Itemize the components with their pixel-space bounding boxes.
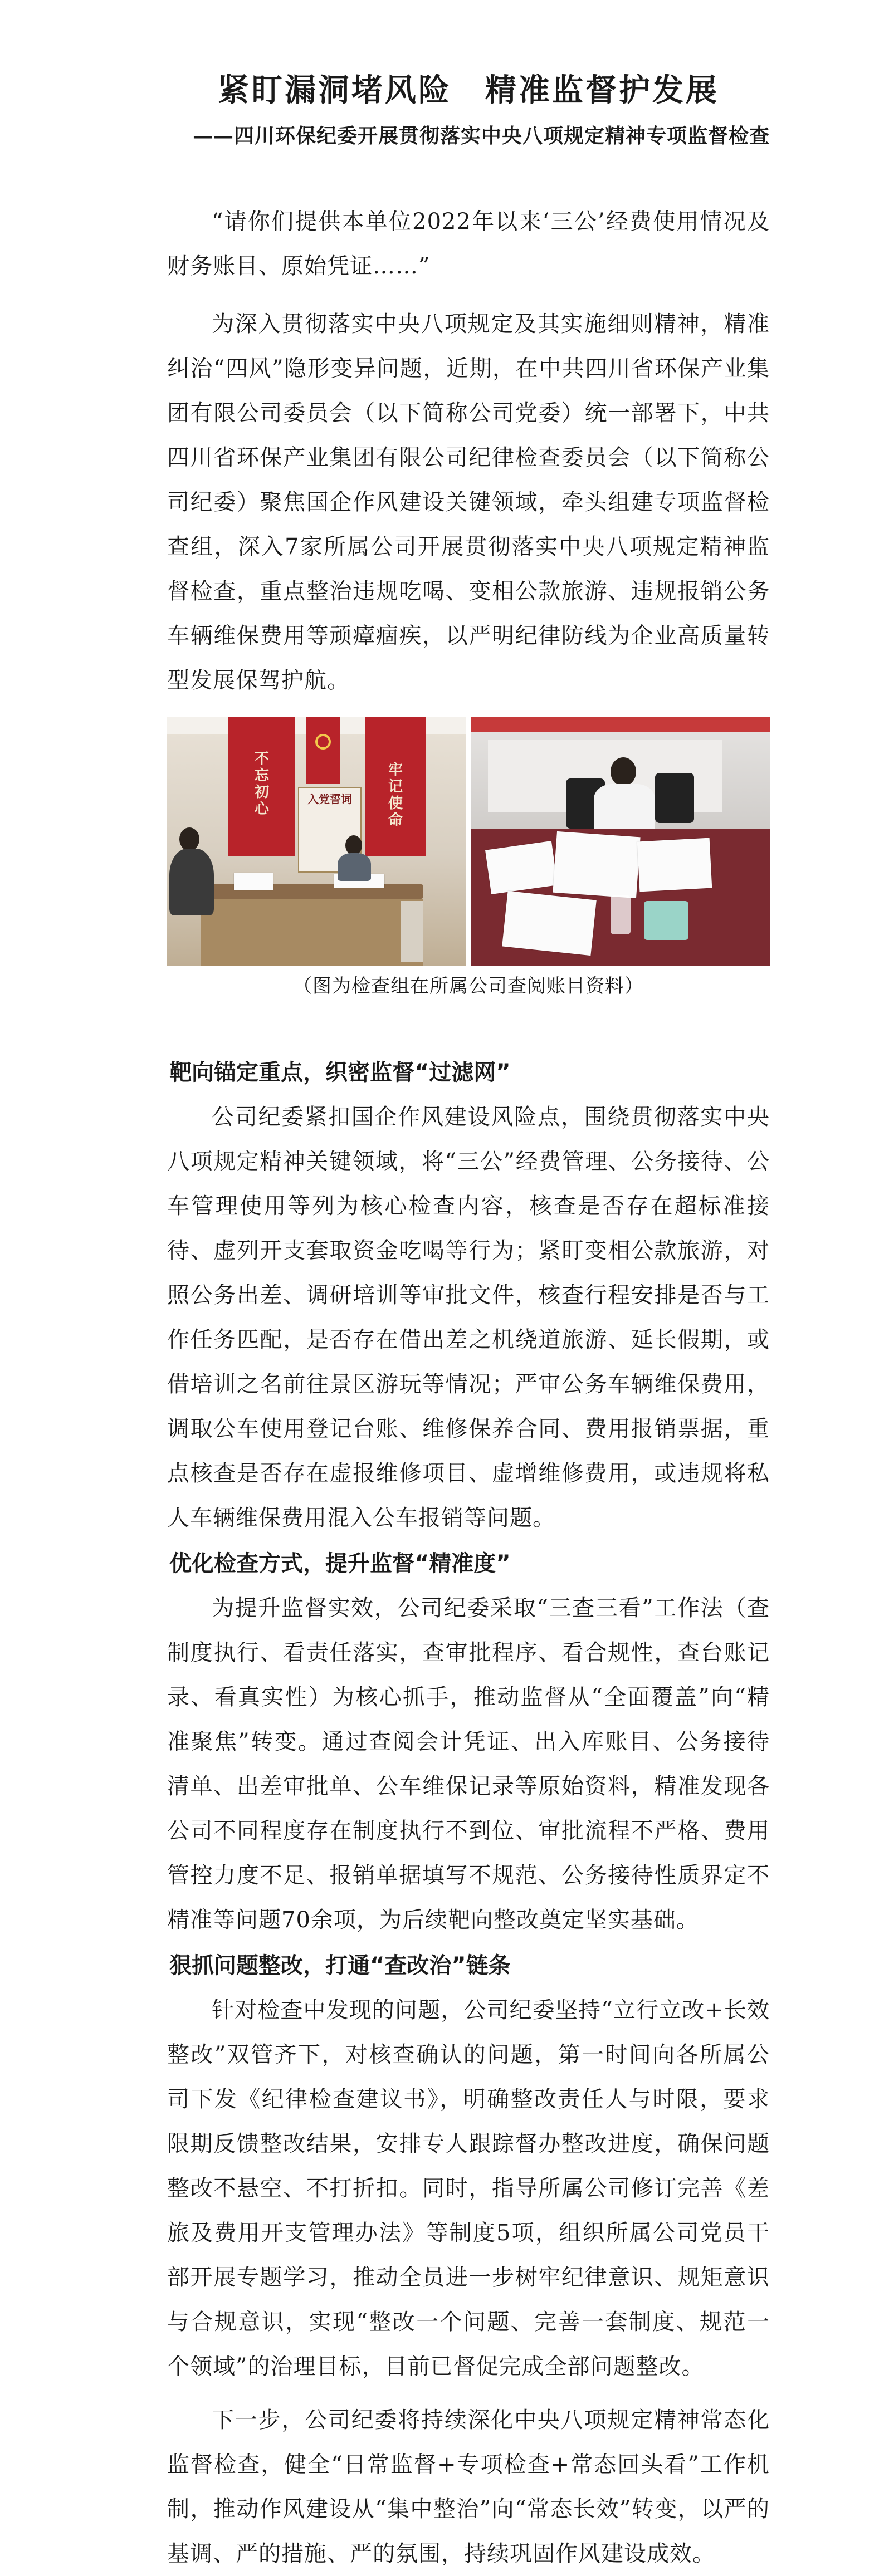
cup — [611, 895, 631, 934]
paper-sheet — [553, 831, 640, 898]
section2-body: 为提升监督实效，公司纪委采取“三查三看”工作法（查制度执行、看责任落实，查审批程序、看合规性，查台账记录、看真实性）为核心抓手，推动监督从“全面覆盖”向“精准聚焦”转变。通过查阅会计凭证、出入库账目、公务接待清单、出差审批单、公车维保记录等原始资料，精准发现各公司不同程度存在制度执行不到位、审批流程不严格、费用管控力度不足、报销单据填写不规范、公务接待性质界定不精准等问题70余项，为后续靶向整改奠定坚实基础。 — [167, 1595, 770, 1933]
title-left: 紧盯漏洞堵风险 — [218, 72, 452, 109]
inspector-figure — [594, 784, 655, 834]
document-stack — [234, 873, 273, 890]
intro-paragraph: 为深入贯彻落实中央八项规定及其实施细则精神，精准纠治“四风”隐形变异问题，近期，在中共四川省环保产业集团有限公司委员会（以下简称公司党委）统一部署下，中共四川省环保产业集团有限公司纪律检查委员会（以下简称公司纪委）聚焦国企作风建设关键领域，牵头组建专项监督检查组，深入7家所属公司开展贯彻落实中央八项规定精神监督检查，重点整治违规吃喝、变相公款旅游、违规报销公务车辆维保费用等顽瘴痼疾，以严明纪律防线为企业高质量转型发展保驾护航。 — [167, 311, 770, 693]
section3-body: 针对检查中发现的问题，公司纪委坚持“立行立改+长效整改”双管齐下，对核查确认的问题，第一时间向各所属公司下发《纪律检查建议书》，明确整改责任人与时限，要求限期反馈整改结果，安排专人跟踪督办整改进度，确保问题整改不悬空、不打折扣。同时，指导所属公司修订完善《差旅及费用开支管理办法》等制度5项，组织所属公司党员干部开展专题学习，推动全员进一步树牢纪律意识、规矩意识与合规意识，实现“整改一个问题、完善一套制度、规范一个领域”的治理目标，目前已督促完成全部问题整改。 — [167, 1997, 770, 2379]
opening-quote: “请你们提供本单位2022年以来‘三公’经费使用情况及财务账目、原始凭证……” — [167, 209, 770, 279]
section1-body: 公司纪委紧扣国企作风建设风险点，围绕贯彻落实中央八项规定精神关键领域，将“三公”经费管理、公务接待、公车管理使用等列为核心检查内容，核查是否存在超标准接待、虚列开支套取资金吃喝等行为；紧盯变相公款旅游，对照公务出差、调研培训等审批文件，核查行程安排是否与工作任务匹配，是否存在借出差之机绕道旅游、延长假期，或借培训之名前往景区游玩等情况；严审公务车辆维保费用，调取公车使用登记台账、维修保养合同、费用报销票据，重点核查是否存在虚报维修项目、虚增维修费用，或违规将私人车辆维保费用混入公车报销等问题。 — [167, 1104, 770, 1531]
oath-sign: 入党誓词 — [298, 787, 362, 873]
article-title — [167, 0, 770, 112]
title-right: 精准监督护发展 — [485, 72, 719, 109]
closing-paragraph: 下一步，公司纪委将持续深化中央八项规定精神常态化监督检查，健全“日常监督+专项检查+常态回头看”工作机制，推动作风建设从“集中整治”向“常态长效”转变，以严的基调、严的措施、严的氛围，持续巩固作风建设成效。 — [167, 2407, 770, 2567]
paper-sheet — [485, 841, 558, 894]
party-emblem-icon — [315, 734, 331, 750]
section2-heading: 优化检查方式，提升监督“精准度” — [169, 1551, 511, 1576]
inspection-photos — [167, 717, 770, 966]
inspector-figure — [338, 853, 371, 881]
inspector-head — [611, 757, 636, 786]
chair — [401, 901, 423, 962]
tissue-box — [644, 901, 688, 940]
party-flag — [306, 717, 340, 784]
article-subtitle: ——四川环保纪委开展贯彻落实中央八项规定精神专项监督检查 — [192, 124, 770, 148]
inspector-head — [345, 835, 362, 855]
banner-text-right: 牢记使命 — [388, 762, 403, 829]
photo-document-review — [471, 717, 770, 966]
banner-text-left: 不忘初心 — [254, 751, 269, 817]
section1-heading: 靶向锚定重点，织密监督“过滤网” — [169, 1060, 511, 1085]
photo-office-review — [167, 717, 466, 966]
paper-sheet — [502, 891, 597, 956]
paper-sheet — [637, 838, 712, 892]
photo-caption: （图为检查组在所属公司查阅账目资料） — [293, 975, 644, 997]
office-chair — [655, 773, 694, 823]
section3-heading: 狠抓问题整改，打通“查改治”链条 — [169, 1953, 511, 1978]
inspector-figure — [169, 849, 214, 915]
inspector-head — [179, 827, 199, 851]
desk-front — [201, 899, 423, 966]
red-banner-top — [471, 717, 770, 732]
